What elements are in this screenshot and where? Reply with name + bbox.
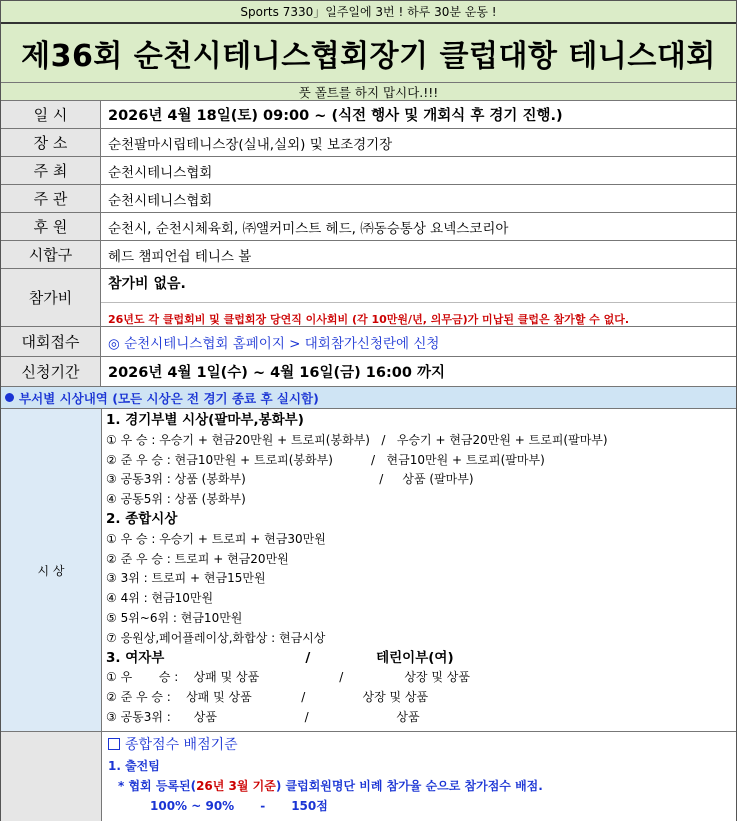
info-row-organizer bbox=[1, 184, 736, 212]
score-row bbox=[1, 731, 736, 821]
prize-line: ① 우 승 : 상패 및 상품 / 상장 및 상품 bbox=[106, 670, 470, 685]
prize-line: ③ 3위 : 트로피 + 현금15만원 bbox=[106, 571, 266, 586]
registration-link[interactable]: ◎ 순천시테니스협회 홈페이지 > 대회참가신청란에 신청 bbox=[108, 335, 440, 352]
prize-line: ④ 4위 : 현금10만원 bbox=[106, 591, 214, 606]
score-criteria bbox=[102, 732, 736, 821]
square-icon bbox=[108, 738, 120, 750]
prize-line: ③ 공동3위 : 상품 / 상품 bbox=[106, 709, 420, 724]
host-label: 주 최 bbox=[1, 157, 101, 184]
period-value: 2026년 4월 1일(수) ~ 4월 16일(금) 16:00 까지 bbox=[108, 365, 446, 381]
score-heading: 종합점수 배점기준 bbox=[108, 734, 736, 756]
notice-text: 풋 폴트를 하지 맙시다.!!! bbox=[298, 84, 439, 100]
host-value: 순천시테니스협회 bbox=[108, 164, 213, 181]
info-row-host bbox=[1, 156, 736, 184]
score-tier: 100% ~ 90% - 150점 bbox=[150, 799, 328, 813]
notice-banner bbox=[1, 82, 736, 100]
organizer-value: 순천시테니스협회 bbox=[108, 192, 213, 209]
prize-section-title: 부서별 시상내역 (모든 시상은 전 경기 종료 후 실시함) bbox=[19, 390, 319, 406]
date-value: 2026년 4월 18일(토) 09:00 ~ (식전 행사 및 개회식 후 경기 진행.) bbox=[108, 108, 563, 124]
info-row-fee bbox=[1, 268, 736, 326]
page-title: 제36회 순천시테니스협회장기 클럽대항 테니스대회 bbox=[21, 39, 716, 74]
prize-label: 시 상 bbox=[1, 409, 102, 731]
info-row-venue bbox=[1, 128, 736, 156]
period-label: 신청기간 bbox=[1, 357, 101, 386]
info-row-registration bbox=[1, 326, 736, 356]
prize-category-heading: 3. 여자부 / 테린이부(여) bbox=[106, 649, 454, 666]
prize-line: ① 우 승 : 우승기 + 트로피 + 현금30만원 bbox=[106, 531, 326, 546]
prize-line: ③ 공동3위 : 상품 (봉화부) / 상품 (팔마부) bbox=[106, 472, 474, 487]
prize-line: ② 준 우 승 : 트로피 + 현금20만원 bbox=[106, 551, 289, 566]
prize-line: ① 우 승 : 우승기 + 현금20만원 + 트로피(봉화부) / 우승기 + 현금20만원 + 트로피(팔마부) bbox=[106, 432, 608, 447]
info-row-sponsor bbox=[1, 212, 736, 240]
prize-line: ② 준 우 승 : 상패 및 상품 / 상장 및 상품 bbox=[106, 690, 429, 705]
ball-label: 시합구 bbox=[1, 241, 101, 268]
prize-line: ② 준 우 승 : 현금10만원 + 트로피(봉화부) / 현금10만원 + 트로피(팔마부) bbox=[106, 452, 545, 467]
slogan-banner bbox=[1, 0, 736, 22]
sponsor-value: 순천시, 순천시체육회, ㈜앨커미스트 헤드, ㈜동승통상 요넥스코리아 bbox=[108, 220, 509, 237]
title-banner bbox=[1, 22, 736, 82]
prize-list bbox=[102, 409, 736, 731]
registration-label: 대회접수 bbox=[1, 327, 101, 356]
organizer-label: 주 관 bbox=[1, 185, 101, 212]
score-rule: * 협회 등록된(26년 3월 기준) 클럽회원명단 비례 참가율 순으로 참가점수 배점. bbox=[118, 779, 543, 793]
slogan-text: Sports 7330」일주일에 3번 ! 하루 30분 운동 ! bbox=[240, 5, 497, 19]
prize-line: ⑦ 응원상,페어플레이상,화합상 : 현금시상 bbox=[106, 630, 326, 645]
info-row-ball bbox=[1, 240, 736, 268]
bullet-icon bbox=[5, 393, 14, 402]
fee-value bbox=[101, 269, 736, 326]
prize-line: ④ 공동5위 : 상품 (봉화부) bbox=[106, 492, 246, 507]
fee-note-text: 26년도 각 클럽회비 및 클럽회장 당연직 이사회비 (각 10만원/년, 의무금)가 미납된 클럽은 참가할 수 없다. bbox=[101, 302, 736, 327]
prize-category-heading: 1. 경기부별 시상(팔마부,봉화부) bbox=[106, 412, 304, 428]
prize-line: ⑤ 5위~6위 : 현금10만원 bbox=[106, 610, 243, 625]
prize-row bbox=[1, 408, 736, 731]
info-row-period bbox=[1, 356, 736, 386]
info-row-date bbox=[1, 100, 736, 128]
sponsor-label: 후 원 bbox=[1, 213, 101, 240]
prize-category-heading: 2. 종합시상 bbox=[106, 510, 178, 527]
venue-value: 순천팔마시립테니스장(실내,실외) 및 보조경기장 bbox=[108, 136, 393, 153]
date-label: 일 시 bbox=[1, 101, 101, 128]
venue-label: 장 소 bbox=[1, 129, 101, 156]
ball-value: 헤드 챔피언쉽 테니스 볼 bbox=[108, 248, 252, 265]
fee-label: 참가비 bbox=[1, 269, 101, 326]
prize-section-header bbox=[1, 386, 736, 408]
fee-main-text: 참가비 없음. bbox=[108, 276, 186, 292]
score-label-cell bbox=[1, 732, 102, 821]
score-subheading: 1. 출전팀 bbox=[108, 759, 160, 773]
